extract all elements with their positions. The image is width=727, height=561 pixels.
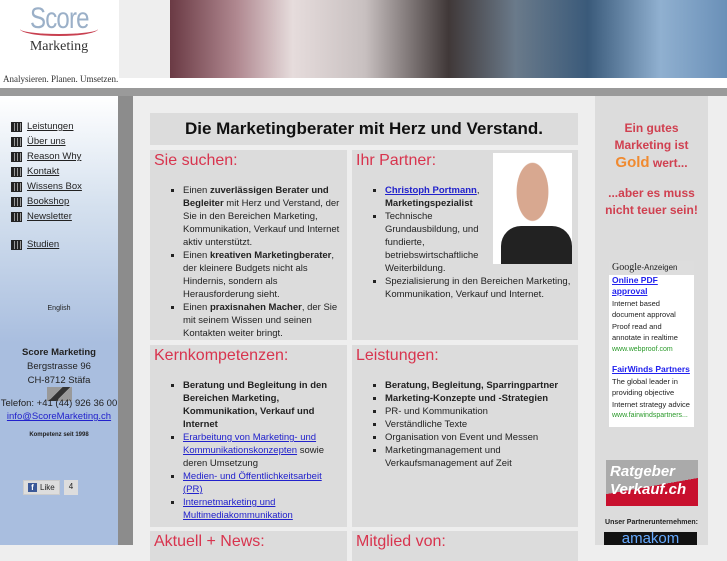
sidebar-item-7[interactable]: Studien bbox=[11, 239, 59, 250]
konzepte-link[interactable]: Erarbeitung von Marketing- und Kommunikationskonzepten bbox=[183, 432, 317, 456]
language-link[interactable]: English bbox=[47, 305, 71, 312]
divider bbox=[0, 88, 727, 96]
like-count: 4 bbox=[64, 480, 78, 495]
page-title: Die Marketingberater mit Herz und Verstand. bbox=[150, 113, 578, 145]
grid-icon bbox=[11, 137, 22, 147]
facebook-like[interactable] bbox=[23, 480, 78, 495]
header bbox=[0, 0, 727, 88]
sidebar-item-2[interactable]: Reason Why bbox=[11, 151, 81, 162]
list-item: ▪ Einen zuverlässigen Berater und Begleiter mit Herz und Verstand, der Sie in den Bereichen Marketing, Kommunikation, Verkauf und Internet aktiv unterstützt. bbox=[183, 184, 343, 249]
right-column bbox=[595, 96, 708, 545]
city: CH-8712 Stäfa bbox=[27, 375, 91, 386]
section-sie-suchen: Sie suchen: ▪ Einen zuverlässigen Berater und Begleiter mit Herz und Verstand, der Sie in den Bereichen Marketing, Kommunikation, Verkauf und Internet aktiv unterstützt. ▪ Einen kreativen Marketingberater, der kleinere Budgets nicht als Hindernis, sondern als Herausforderung sieht. ▪ Einen praxisnahen Macher, der Sie mit seinem Wissen und seinen Kontakten weiter bringt. bbox=[150, 150, 347, 340]
since: Kompetenz seit 1998 bbox=[29, 432, 89, 438]
grid-icon bbox=[11, 240, 22, 250]
google-ads: Google-Anzeigen Online PDF approval Internet based document approval Proof read and annotate in realtime www.webproof.com FairWinds Partners The global leader in providing objective Internet strategy advice www.fairwindspartners... bbox=[609, 261, 694, 427]
ratgeber-verkauf-banner[interactable]: Ratgeber Verkauf.ch bbox=[606, 460, 698, 506]
facebook-icon: f bbox=[28, 483, 37, 492]
sidebar-item-1[interactable]: Über uns bbox=[11, 136, 66, 147]
grid-icon bbox=[11, 182, 22, 192]
sidebar-item-3[interactable]: Kontakt bbox=[11, 166, 59, 177]
section-kernkompetenzen: Kernkompetenzen: ▪ Beratung und Begleitung in den Bereichen Marketing, Kommunikation, Verkauf und Internet ▪ Erarbeitung von Marketing- und Kommunikationskonzepten sowie deren Umsetzung ▪ Medien- und Öffentlichkeitsarbeit (PR) ▪ Internetmarketing und Multimediakommunikation bbox=[150, 345, 347, 527]
pr-link[interactable]: Medien- und Öffentlichkeitsarbeit (PR) bbox=[183, 471, 322, 495]
partner-label: Unser Partnerunternehmen: bbox=[605, 519, 698, 526]
google-logo: Google bbox=[612, 262, 642, 273]
email-link[interactable]: info@ScoreMarketing.ch bbox=[6, 411, 112, 422]
sidebar-item-4[interactable]: Wissens Box bbox=[11, 181, 82, 192]
partner-name-link[interactable]: Christoph Portmann bbox=[385, 185, 477, 196]
street: Bergstrasse 96 bbox=[27, 361, 91, 372]
section-mitglied: Mitglied von: bbox=[352, 531, 578, 561]
ad-item: FairWinds Partners The global leader in providing objective Internet strategy advice www.fairwindspartners... bbox=[612, 364, 690, 419]
header-banner-image bbox=[170, 0, 727, 78]
vertical-divider bbox=[118, 96, 133, 545]
grid-icon bbox=[11, 167, 22, 177]
section-news: Aktuell + News: bbox=[150, 531, 347, 561]
header-spacer bbox=[119, 0, 170, 78]
like-button[interactable]: f Like bbox=[23, 480, 60, 495]
grid-icon bbox=[11, 212, 22, 222]
list-item: ▪ Einen praxisnahen Macher, der Sie mit seinem Wissen und seinen Kontakten weiter bringt. bbox=[183, 301, 343, 340]
list-item: ▪ Einen kreativen Marketingberater, der kleinere Budgets nicht als Hindernis, sondern als Herausforderung sieht. bbox=[183, 249, 343, 301]
phone: Telefon: +41 (44) 926 36 00 bbox=[0, 398, 118, 409]
tagline: Analysieren. Planen. Umsetzen. bbox=[3, 74, 119, 84]
ad-link[interactable]: Online PDF approval bbox=[612, 274, 658, 296]
ad-link[interactable]: FairWinds Partners bbox=[612, 364, 690, 374]
slogan: Ein gutes Marketing ist Gold wert... ...aber es muss nicht teuer sein! bbox=[605, 121, 698, 217]
sidebar bbox=[0, 96, 118, 545]
amakom-logo[interactable]: amakom bbox=[604, 532, 697, 545]
logo[interactable]: Score Marketing Analysieren. Planen. Umsetzen. bbox=[3, 2, 119, 84]
grid-icon bbox=[11, 152, 22, 162]
company-name: Score Marketing bbox=[22, 347, 96, 358]
sidebar-item-0[interactable]: Leistungen bbox=[11, 121, 73, 132]
ad-item: Online PDF approval Internet based document approval Proof read and annotate in realtime www.webproof.com bbox=[612, 274, 678, 353]
internetmarketing-link[interactable]: Internetmarketing und Multimediakommunikation bbox=[183, 497, 293, 521]
partner-photo bbox=[493, 153, 572, 264]
grid-icon bbox=[11, 197, 22, 207]
sidebar-item-6[interactable]: Newsletter bbox=[11, 211, 72, 222]
section-partner: Ihr Partner: ▪ Christoph Portmann, Marketingspezialist ▪ Technische Grundausbildung, und fundierte, betriebswirtschaftliche Weiterbildung. ▪ Spezialisierung in den Bereichen Marketing, Kommunikation, Verkauf und Internet. bbox=[352, 150, 578, 340]
sidebar-item-5[interactable]: Bookshop bbox=[11, 196, 69, 207]
section-leistungen: Leistungen: ▪ Beratung, Begleitung, Sparringpartner ▪ Marketing-Konzepte und -Strategien ▪ PR- und Kommunikation ▪ Verständliche Texte ▪ Organisation von Event und Messen ▪ Marketingmanagement und Verkaufsmanagement auf Zeit bbox=[352, 345, 578, 527]
logo-arc bbox=[20, 22, 98, 36]
grid-icon bbox=[11, 122, 22, 132]
